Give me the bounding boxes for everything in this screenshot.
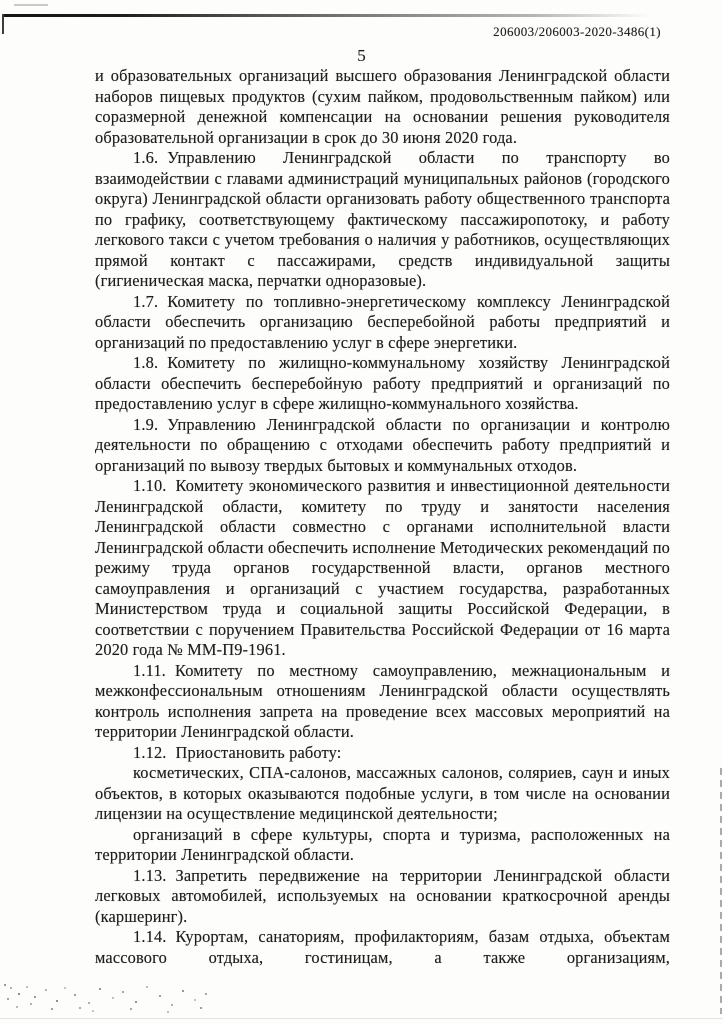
scan-edge-left-tick	[2, 14, 4, 34]
paragraph-number: 1.13.	[133, 865, 167, 885]
paragraph: 1.10. Комитету экономического развития и инвестиционной деятельности Ленинградской области, комитету по труду и занятости населения Ленинградской области совместно с органами исполнительной власти Ленинградской области обеспечить исполнение Методических рекомендаций по режиму труда органов государственной власти, органов местного самоуправления и организаций с участием государства, разработанных Министерством труда и социальной защиты Российской Федерации, в соответствии с поручением Правительства Российской Федерации от 16 марта 2020 года № ММ-П9-1961.	[95, 476, 670, 659]
paragraph-number: 1.12.	[133, 742, 167, 762]
paragraph-number: 1.14.	[133, 927, 167, 946]
paragraph: 1.9. Управлению Ленинградской области по организации и контролю деятельности по обращению с отходами обеспечить работу предприятий и организаций по вывозу твердых бытовых и коммунальных отходов.	[95, 414, 670, 475]
page-number: 5	[357, 46, 366, 65]
document-reference-number: 206003/206003-2020-3486(1)	[493, 24, 661, 39]
scan-edge-right-line	[720, 768, 722, 1014]
document-body	[95, 66, 670, 968]
scan-edge-top-dash	[14, 4, 48, 6]
paragraph-number: 1.9.	[133, 414, 159, 434]
paragraph: 1.11. Комитету по местному самоуправлению, межнациональным и межконфессиональным отношениям Ленинградской области осуществлять контроль исполнения запрета на проведение всех массовых мероприятий на территории Ленинградской области.	[95, 660, 670, 741]
paragraph: организаций в сфере культуры, спорта и туризма, расположенных на территории Ленинградской области.	[95, 824, 670, 864]
paragraph-number: 1.8.	[133, 353, 159, 372]
paragraph: 1.14. Курортам, санаториям, профилакториям, базам отдыха, объектам массового отдыха, гостиницам, а также организациям,	[95, 927, 670, 967]
paragraph: 1.7. Комитету по топливно-энергетическому комплексу Ленинградской области обеспечить организацию бесперебойной работы предприятий и организаций по предоставлению услуг в сфере энергетики.	[95, 291, 670, 352]
paragraph-number: 1.10.	[133, 476, 167, 495]
paragraph-number: 1.7.	[133, 291, 159, 311]
paragraph: косметических, СПА-салонов, массажных салонов, соляриев, саун и иных объектов, в которых оказываются подобные услуги, в том числе на основании лицензии на осуществление медицинской деятельности;	[95, 763, 670, 823]
paragraph-number: 1.11.	[133, 660, 166, 680]
paragraph-number: 1.6.	[133, 148, 159, 167]
paragraph: 1.12. Приостановить работу:	[133, 742, 342, 762]
scan-edge-bottom-line	[0, 1018, 723, 1019]
scan-edge-top-line	[2, 14, 650, 17]
paragraph: 1.8. Комитету по жилищно-коммунальному хозяйству Ленинградской области обеспечить бесперебойную работу предприятий и организаций по предоставлению услуг в сфере жилищно-коммунального хозяйства.	[95, 353, 670, 413]
scan-noise-speckles	[4, 984, 6, 986]
paragraph: и образовательных организаций высшего образования Ленинградской области наборов пищевых продуктов (сухим пайком, продовольственным пайком) или соразмерной денежной компенсации на основании решения руководителя образовательной организации в срок до 30 июня 2020 года.	[95, 66, 670, 147]
paragraph: 1.6. Управлению Ленинградской области по транспорту во взаимодействии с главами администраций муниципальных районов (городского округа) Ленинградской области организовать работу общественного транспорта по графику, соответствующему фактическому пассажиропотоку, и работу легкового такси с учетом требования о наличия у работников, осуществляющих прямой контакт с пассажирами, средств индивидуальной защиты (гигиеническая маска, перчатки одноразовые).	[95, 148, 670, 290]
paragraph: 1.13. Запретить передвижение на территории Ленинградской области легковых автомобилей, используемых на основании краткосрочной аренды (каршеринг).	[95, 865, 670, 926]
